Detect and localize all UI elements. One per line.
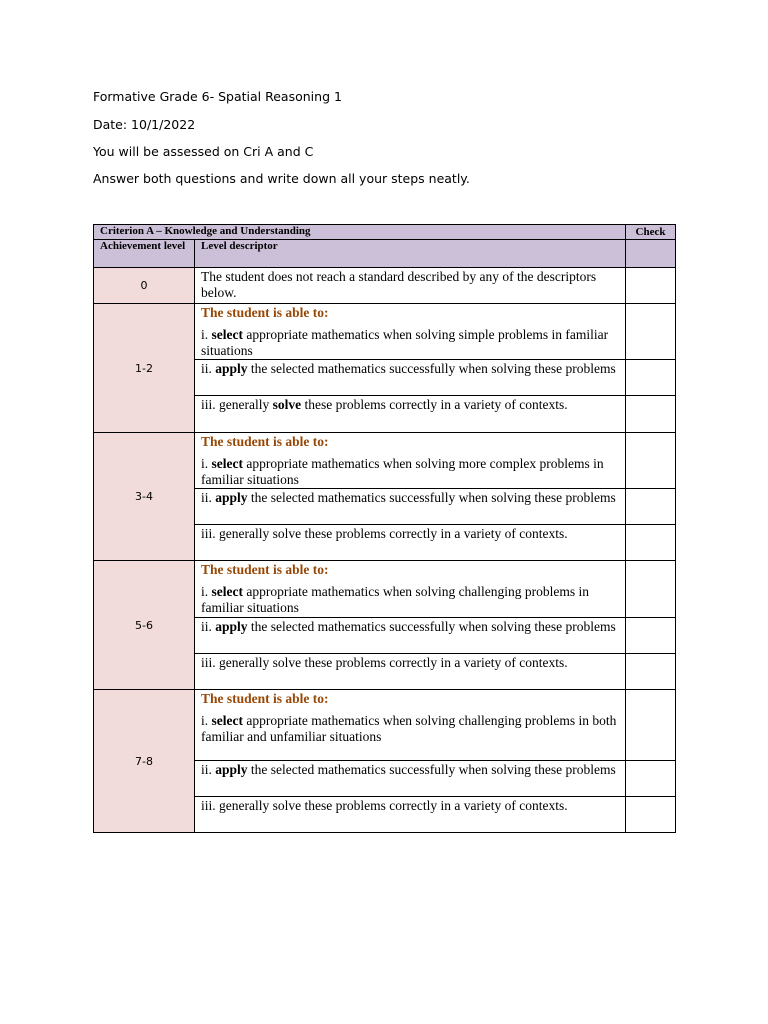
- item-text: these problems correctly in a variety of contexts.: [301, 397, 568, 412]
- level-descriptor: [195, 304, 626, 360]
- able-heading: The student is able to:: [201, 434, 329, 449]
- item-prefix: i.: [201, 327, 212, 342]
- item-text: appropriate mathematics when solving challenging problems in familiar situations: [201, 584, 590, 615]
- check-cell[interactable]: [626, 761, 676, 797]
- item-keyword: select: [211, 456, 243, 471]
- check-cell[interactable]: [626, 360, 676, 396]
- level-descriptor: [195, 360, 626, 396]
- table-row: [94, 304, 676, 360]
- level-descriptor: [195, 618, 626, 654]
- able-heading: The student is able to:: [201, 691, 329, 706]
- item-keyword: apply: [215, 490, 248, 505]
- check-cell[interactable]: [626, 561, 676, 618]
- table-row: [94, 268, 676, 304]
- level-descriptor: [195, 561, 626, 618]
- item-prefix: i.: [201, 456, 212, 471]
- item-text: the selected mathematics successfully when solving these problems: [247, 361, 616, 376]
- level-descriptor: [195, 433, 626, 489]
- instructions: Answer both questions and write down all your steps neatly.: [93, 171, 470, 186]
- check-header-blank: [626, 240, 676, 268]
- check-cell[interactable]: [626, 304, 676, 360]
- check-cell[interactable]: [626, 268, 676, 304]
- item-prefix: ii.: [201, 361, 216, 376]
- check-cell[interactable]: [626, 797, 676, 833]
- item-prefix: iii. generally: [201, 397, 273, 412]
- level-descriptor: [195, 761, 626, 797]
- item-keyword: apply: [215, 361, 248, 376]
- level-descriptor: [195, 396, 626, 433]
- level-descriptor: [195, 690, 626, 761]
- item-prefix: i.: [201, 713, 212, 728]
- document-title: Formative Grade 6- Spatial Reasoning 1: [93, 89, 342, 104]
- item-prefix: i.: [201, 584, 212, 599]
- able-heading: The student is able to:: [201, 305, 329, 320]
- item-keyword: apply: [215, 762, 248, 777]
- rubric-column-header-row: [94, 240, 676, 268]
- table-row: [94, 690, 676, 761]
- level-descriptor: iii. generally solve these problems correctly in a variety of contexts.: [195, 525, 626, 561]
- check-cell[interactable]: [626, 690, 676, 761]
- item-keyword: select: [211, 713, 243, 728]
- item-prefix: ii.: [201, 490, 216, 505]
- check-cell[interactable]: [626, 396, 676, 433]
- item-text: appropriate mathematics when solving more complex problems in familiar situations: [201, 456, 604, 487]
- table-row: [94, 433, 676, 489]
- level-label: 0: [94, 268, 195, 304]
- item-keyword: select: [211, 584, 243, 599]
- item-keyword: apply: [215, 619, 248, 634]
- table-row: [94, 561, 676, 618]
- level-descriptor: [195, 489, 626, 525]
- item-keyword: select: [211, 327, 243, 342]
- level-descriptor-header: Level descriptor: [195, 240, 626, 268]
- check-cell[interactable]: [626, 433, 676, 489]
- item-prefix: ii.: [201, 619, 216, 634]
- level-label: 5-6: [94, 561, 195, 690]
- check-cell[interactable]: [626, 525, 676, 561]
- level-label: 1-2: [94, 304, 195, 433]
- criterion-title: Criterion A – Knowledge and Understanding: [94, 225, 626, 240]
- item-text: the selected mathematics successfully when solving these problems: [247, 762, 616, 777]
- level-label: 7-8: [94, 690, 195, 833]
- item-prefix: ii.: [201, 762, 216, 777]
- check-cell[interactable]: [626, 489, 676, 525]
- document-date: Date: 10/1/2022: [93, 117, 196, 132]
- level-descriptor: iii. generally solve these problems correctly in a variety of contexts.: [195, 797, 626, 833]
- rubric-title-row: [94, 225, 676, 240]
- level-descriptor: iii. generally solve these problems correctly in a variety of contexts.: [195, 654, 626, 690]
- item-keyword: solve: [272, 397, 302, 412]
- item-text: the selected mathematics successfully when solving these problems: [247, 619, 616, 634]
- achievement-level-header: Achievement level: [94, 240, 195, 268]
- check-header: Check: [626, 225, 676, 240]
- check-cell[interactable]: [626, 618, 676, 654]
- assessment-note: You will be assessed on Cri A and C: [93, 144, 314, 159]
- level-descriptor: The student does not reach a standard described by any of the descriptors below.: [195, 268, 626, 304]
- check-cell[interactable]: [626, 654, 676, 690]
- item-text: the selected mathematics successfully when solving these problems: [247, 490, 616, 505]
- item-text: appropriate mathematics when solving simple problems in familiar situations: [201, 327, 609, 358]
- item-text: appropriate mathematics when solving challenging problems in both familiar and unfamiliar situations: [201, 713, 617, 744]
- criterion-a-rubric-table: [93, 224, 676, 833]
- able-heading: The student is able to:: [201, 562, 329, 577]
- level-label: 3-4: [94, 433, 195, 561]
